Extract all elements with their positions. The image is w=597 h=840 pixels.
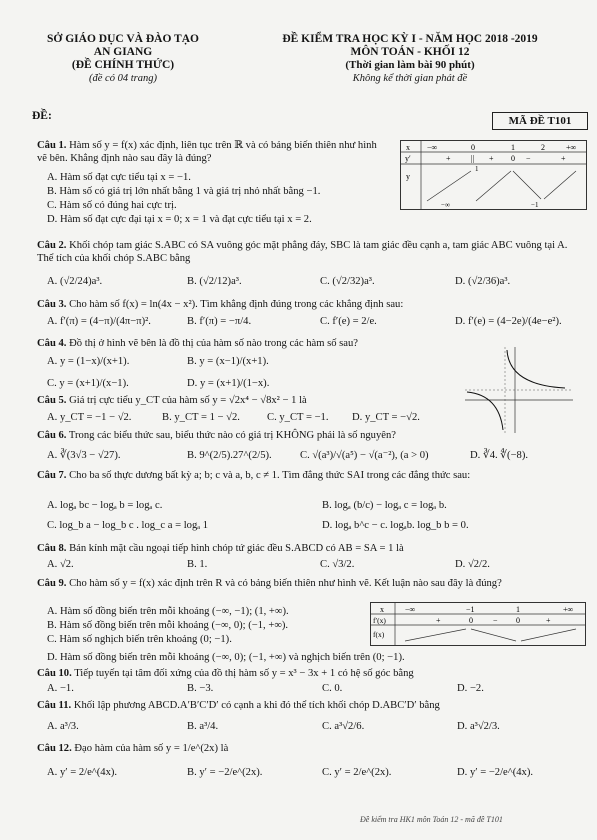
- question-2: Câu 2. Khối chóp tam giác S.ABC có SA vuông góc mặt phẳng đáy, SBC là tam giác đều cạnh a, tam giác ABC vuông tại A. Thể tích của khối chóp S.ABC bằng: [37, 240, 568, 264]
- svg-text:1: 1: [516, 605, 520, 614]
- q1-option-b[interactable]: B. Hàm số có giá trị lớn nhất bằng 1 và giá trị nhỏ nhất bằng −1.: [47, 186, 321, 197]
- q10-option-c[interactable]: C. 0.: [322, 683, 343, 694]
- page-footer: Đề kiểm tra HK1 môn Toán 12 - mã đề T101: [360, 815, 503, 824]
- svg-text:+∞: +∞: [563, 605, 574, 614]
- question-9: Câu 9. Cho hàm số y = f(x) xác định trên R và có bảng biến thiên như hình vẽ. Kết luận nào sau đây là đúng?: [37, 578, 502, 589]
- variation-table-1: [400, 140, 587, 210]
- svg-text:−∞: −∞: [441, 201, 450, 209]
- question-3: Câu 3. Cho hàm số f(x) = ln(4x − x²). Tìm khẳng định đúng trong các khẳng định sau:: [37, 299, 404, 310]
- q5-option-c[interactable]: C. y_CT = −1.: [267, 412, 329, 423]
- question-6: Câu 6. Trong các biểu thức sau, biểu thức nào có giá trị KHÔNG phải là số nguyên?: [37, 430, 396, 441]
- variation-table-2-svg: [371, 603, 585, 645]
- q10-option-a[interactable]: A. −1.: [47, 683, 74, 694]
- q6-option-b[interactable]: B. 9^(2/5).27^(2/5).: [187, 450, 272, 461]
- question-5: Câu 5. Giá trị cực tiểu y_CT của hàm số y = √2x⁴ − √8x² − 1 là: [37, 395, 307, 406]
- q8-option-d[interactable]: D. √2/2.: [455, 559, 490, 570]
- province-name: AN GIANG: [93, 46, 153, 58]
- time-note: Không kể thời gian phát đề: [352, 73, 468, 84]
- t1-x-neg-inf: −∞: [427, 143, 438, 152]
- q8-option-c[interactable]: C. √3/2.: [320, 559, 355, 570]
- subject-line: MÔN TOÁN - KHỐI 12: [350, 46, 470, 58]
- q8-option-a[interactable]: A. √2.: [47, 559, 74, 570]
- svg-text:1: 1: [475, 165, 479, 173]
- de-label: ĐỀ:: [32, 110, 52, 122]
- q4-option-c[interactable]: C. y = (x+1)/(x−1).: [47, 378, 129, 389]
- page-count-note: (đề có 04 trang): [89, 73, 157, 84]
- svg-text:+: +: [446, 154, 451, 163]
- q6-option-a[interactable]: A. ∛(3√3 − √27).: [47, 450, 121, 461]
- q7-option-c[interactable]: C. log_b a − log_b c . log_c a = logₐ 1: [47, 520, 209, 531]
- q11-option-d[interactable]: D. a³√2/3.: [457, 721, 500, 732]
- q7-option-d[interactable]: D. logₐ b^c − c. logₐb. log_b b = 0.: [322, 520, 469, 531]
- question-7: Câu 7. Cho ba số thực dương bất kỳ a; b; c và a, b, c ≠ 1. Tìm đẳng thức SAI trong các đẳng thức sau:: [37, 470, 471, 481]
- question-1: Câu 1. Hàm số y = f(x) xác định, liên tục trên ℝ và có bảng biến thiên như hình vẽ bên. Khẳng định nào sau đây là đúng?: [37, 140, 377, 164]
- q5-option-d[interactable]: D. y_CT = −√2.: [352, 412, 420, 423]
- q6-option-c[interactable]: C. √(a³)/√(a⁵) − √(a⁻²), (a > 0): [300, 450, 429, 461]
- svg-text:f(x): f(x): [373, 630, 385, 639]
- q9-option-b[interactable]: B. Hàm số đồng biến trên mỗi khoảng (−∞, 0); (−1, +∞).: [47, 620, 289, 631]
- q1-option-c[interactable]: C. Hàm số có đúng hai cực trị.: [47, 200, 177, 211]
- t1-x-2: 2: [541, 143, 545, 152]
- svg-text:+: +: [561, 154, 566, 163]
- q5-option-a[interactable]: A. y_CT = −1 − √2.: [47, 412, 132, 423]
- q9-option-d[interactable]: D. Hàm số đồng biến trên mỗi khoảng (−∞, 0); (−1, +∞) và nghịch biến trên (0; −1).: [47, 652, 405, 663]
- svg-text:+: +: [436, 616, 441, 625]
- t1-x-label: x: [406, 143, 410, 152]
- official-label: (ĐỀ CHÍNH THỨC): [71, 59, 175, 71]
- q4-option-d[interactable]: D. y = (x+1)/(1−x).: [187, 378, 270, 389]
- question-4: Câu 4. Đồ thị ở hình vẽ bên là đồ thị của hàm số nào trong các hàm số sau?: [37, 338, 359, 349]
- exam-code-box: MÃ ĐỀ T101: [492, 112, 588, 130]
- t1-y-label: y: [406, 172, 410, 181]
- svg-text:0: 0: [516, 616, 520, 625]
- q2-option-d[interactable]: D. (√2/36)a³.: [455, 276, 511, 287]
- variation-table-2: [370, 602, 586, 646]
- q3-option-b[interactable]: B. f′(π) = −π/4.: [187, 316, 252, 327]
- question-11: Câu 11. Khối lập phương ABCD.A′B′C′D′ có cạnh a khi đó thể tích khối chóp D.ABC′D′ bằng: [37, 700, 440, 711]
- svg-text:−: −: [493, 616, 498, 625]
- duration-line: (Thời gian làm bài 90 phút): [345, 59, 475, 71]
- q4-option-a[interactable]: A. y = (1−x)/(x+1).: [47, 356, 130, 367]
- svg-text:−1: −1: [466, 605, 475, 614]
- t1-x-0: 0: [471, 143, 475, 152]
- q1-option-d[interactable]: D. Hàm số đạt cực đại tại x = 0; x = 1 và đạt cực tiểu tại x = 2.: [47, 214, 312, 225]
- question-12: Câu 12. Đạo hàm của hàm số y = 1/e^(2x) là: [37, 743, 229, 754]
- q5-option-b[interactable]: B. y_CT = 1 − √2.: [162, 412, 240, 423]
- q11-option-b[interactable]: B. a³/4.: [187, 721, 219, 732]
- question-8: Câu 8. Bán kính mặt cầu ngoại tiếp hình chóp tứ giác đều S.ABCD có AB = SA = 1 là: [37, 543, 404, 554]
- svg-text:0: 0: [469, 616, 473, 625]
- q1-option-a[interactable]: A. Hàm số đạt cực tiểu tại x = −1.: [47, 172, 191, 183]
- q3-option-c[interactable]: C. f′(e) = 2/e.: [320, 316, 377, 327]
- q10-option-d[interactable]: D. −2.: [457, 683, 484, 694]
- q11-option-c[interactable]: C. a³√2/6.: [322, 721, 365, 732]
- q12-option-c[interactable]: C. y′ = 2/e^(2x).: [322, 767, 392, 778]
- department-name: SỞ GIÁO DỤC VÀ ĐÀO TẠO: [47, 33, 199, 45]
- t1-x-pos-inf: +∞: [566, 143, 577, 152]
- q7-option-b[interactable]: B. logₐ (b/c) − logₐ c = logₐ b.: [322, 500, 447, 511]
- variation-table-1-svg: [401, 141, 586, 209]
- svg-text:+: +: [489, 154, 494, 163]
- q4-function-graph: [465, 345, 575, 435]
- q12-option-b[interactable]: B. y′ = −2/e^(2x).: [187, 767, 263, 778]
- svg-text:−∞: −∞: [405, 605, 416, 614]
- svg-text:x: x: [380, 605, 384, 614]
- q9-option-a[interactable]: A. Hàm số đồng biến trên mỗi khoảng (−∞, −1); (1, +∞).: [47, 606, 289, 617]
- exam-title: ĐỀ KIỂM TRA HỌC KỲ I - NĂM HỌC 2018 -2019: [282, 33, 538, 45]
- q10-option-b[interactable]: B. −3.: [187, 683, 214, 694]
- q2-option-b[interactable]: B. (√2/12)a³.: [187, 276, 242, 287]
- question-10: Câu 10. Tiếp tuyến tại tâm đối xứng của đồ thị hàm số y = x³ − 3x + 1 có hệ số góc bằng: [37, 668, 414, 679]
- svg-text:−1: −1: [531, 201, 539, 209]
- svg-text:||: ||: [471, 154, 475, 163]
- svg-text:−: −: [526, 154, 531, 163]
- svg-text:0: 0: [511, 154, 515, 163]
- svg-text:+: +: [546, 616, 551, 625]
- t1-yp-label: y′: [405, 154, 411, 163]
- q6-option-d[interactable]: D. ∛4. ∜(−8).: [470, 450, 529, 461]
- q2-option-a[interactable]: A. (√2/24)a³.: [47, 276, 103, 287]
- q4-option-b[interactable]: B. y = (x−1)/(x+1).: [187, 356, 269, 367]
- q3-option-d[interactable]: D. f′(e) = (4−2e)/(4e−e²).: [455, 316, 562, 327]
- q9-option-c[interactable]: C. Hàm số nghịch biến trên khoảng (0; −1).: [47, 634, 232, 645]
- t1-x-1: 1: [511, 143, 515, 152]
- q2-option-c[interactable]: C. (√2/32)a³.: [320, 276, 375, 287]
- q7-option-a[interactable]: A. logₐ bc − logₐ b = logₐ c.: [47, 500, 163, 511]
- q12-option-d[interactable]: D. y′ = −2/e^(4x).: [457, 767, 534, 778]
- q3-option-a[interactable]: A. f′(π) = (4−π)/(4π−π)².: [47, 316, 151, 327]
- svg-text:f′(x): f′(x): [373, 616, 386, 625]
- q8-option-b[interactable]: B. 1.: [187, 559, 208, 570]
- q11-option-a[interactable]: A. a³/3.: [47, 721, 79, 732]
- q12-option-a[interactable]: A. y′ = 2/e^(4x).: [47, 767, 118, 778]
- q4-graph-svg: [465, 345, 575, 435]
